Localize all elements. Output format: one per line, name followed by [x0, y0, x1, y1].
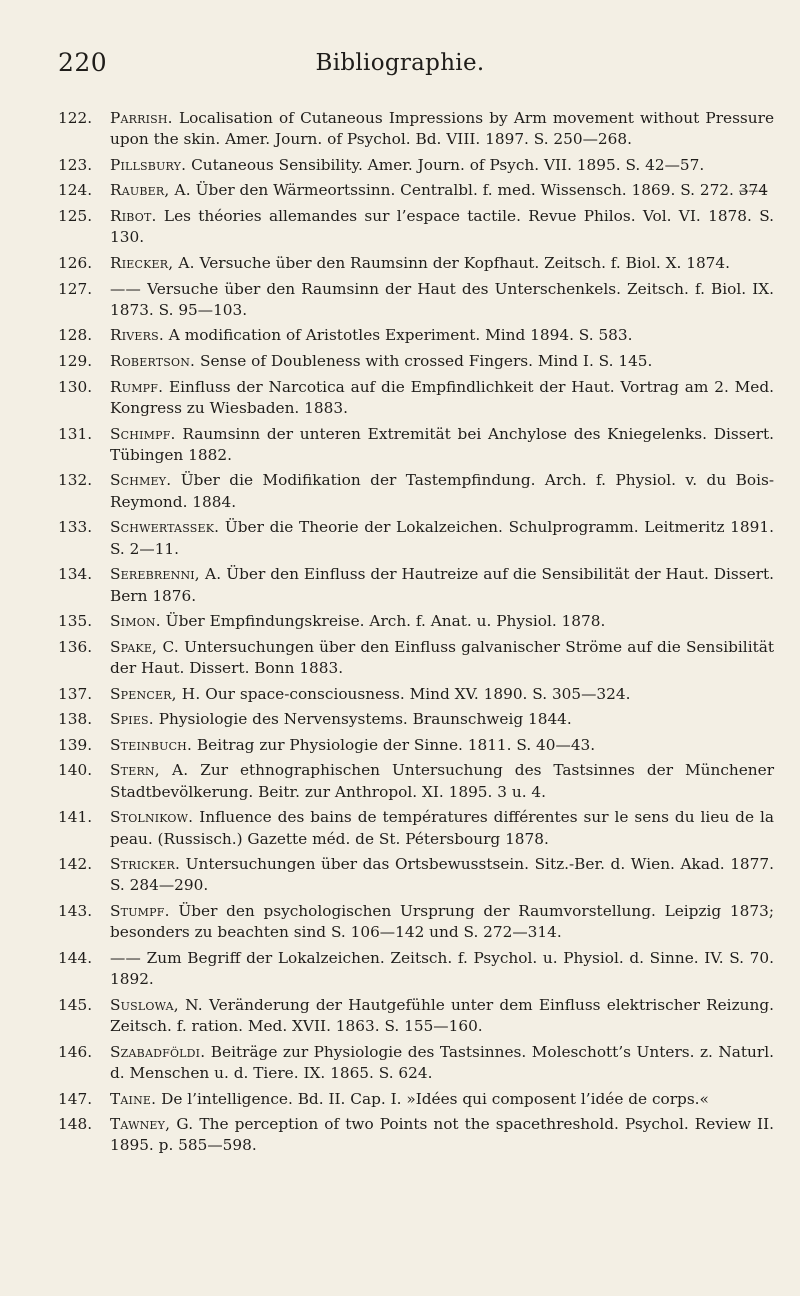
entry-citation: Influence des bains de températures différentes sur le sens du lieu de la peau. (Russisch.) Gazette méd. de St. Pétersbourg 1878.: [110, 808, 774, 848]
entry-number: 144.: [58, 948, 93, 967]
entry-number: 131.: [58, 424, 93, 443]
entry-citation: Beitrag zur Physiologie der Sinne. 1811. S. 40—43.: [196, 735, 596, 754]
entry-number: 141.: [58, 808, 93, 827]
entry-text: [110, 684, 774, 705]
bibliography-list: [58, 108, 774, 1161]
entry-author: Rivers.: [110, 326, 164, 345]
bibliography-entry: [58, 760, 774, 803]
entry-text: [110, 155, 774, 176]
entry-author: Schwertassek.: [110, 518, 220, 537]
entry-author: Rumpf.: [110, 377, 164, 396]
entry-number: 137.: [58, 684, 93, 703]
bibliography-entry: [58, 948, 774, 991]
entry-citation: Localisation of Cutaneous Impressions by Arm movement without Pressure upon the skin. Amer. Journ. of Psychol. Bd. VIII. 1897. S. 250—268.: [110, 109, 774, 149]
entry-author: Stricker.: [110, 855, 181, 874]
bibliography-entry: [58, 854, 774, 897]
entry-number: 132.: [58, 471, 93, 490]
entry-author: Schmey.: [110, 471, 172, 490]
bibliography-entry: [58, 206, 774, 249]
bibliography-entry: [58, 279, 774, 322]
bibliography-entry: [58, 180, 774, 201]
entry-text: [110, 1042, 774, 1085]
entry-text: [110, 564, 774, 607]
bibliography-entry: [58, 709, 774, 730]
running-title: Bibliographie.: [315, 50, 485, 76]
entry-citation: Versuche über den Raumsinn der Kopfhaut. Zeitsch. f. Biol. X. 1874.: [199, 253, 731, 272]
entry-text: [110, 1114, 774, 1157]
entry-author: Ribot.: [110, 207, 157, 226]
entry-number: 148.: [58, 1115, 93, 1134]
bibliography-entry: [58, 253, 774, 274]
entry-text: [110, 253, 774, 274]
entry-text: [110, 517, 774, 560]
entry-author: ——: [110, 279, 141, 298]
entry-text: [110, 1089, 774, 1110]
bibliography-entry: [58, 108, 774, 151]
entry-citation: Über den Einfluss der Hautreize auf die Sensibilität der Haut. Dissert. Bern 1876.: [110, 565, 774, 605]
entry-number: 124.: [58, 181, 93, 200]
entry-citation: Our space-consciousness. Mind XV. 1890. S. 305—324.: [205, 684, 631, 703]
entry-author: Serebrenni, A.: [110, 565, 222, 584]
entry-number: 126.: [58, 253, 93, 272]
entry-number: 142.: [58, 855, 93, 874]
entry-text: [110, 279, 774, 322]
entry-citation: Veränderung der Hautgefühle unter dem Einfluss elektrischer Reizung. Zeitsch. f. ration. Med. XVII. 1863. S. 155—160.: [110, 995, 774, 1036]
entry-text: [110, 901, 774, 944]
entry-text: [110, 351, 774, 372]
bibliography-entry: [58, 684, 774, 705]
entry-citation: Untersuchungen über das Ortsbewusstsein. Sitz.-Ber. d. Wien. Akad. 1877. S. 284—290.: [110, 855, 774, 895]
bibliography-entry: [58, 901, 774, 944]
entry-citation: Über den Wärmeortssinn. Centralbl. f. med. Wissensch. 1869. S. 272. 3̶7̶4̶: [195, 181, 768, 200]
entry-citation: Untersuchungen über den Einfluss galvanischer Ströme auf die Sensibilität der Haut. Dissert. Bonn 1883.: [110, 637, 774, 677]
entry-number: 135.: [58, 612, 93, 631]
entry-text: [110, 709, 774, 730]
entry-text: [110, 470, 774, 513]
entry-text: [110, 180, 774, 201]
bibliography-entry: [58, 470, 774, 513]
bibliography-entry: [58, 351, 774, 372]
bibliography-entry: [58, 155, 774, 176]
entry-author: Szabadföldi.: [110, 1042, 206, 1061]
entry-author: Spies.: [110, 710, 154, 729]
entry-number: 134.: [58, 565, 93, 584]
entry-number: 143.: [58, 902, 93, 921]
entry-number: 138.: [58, 710, 93, 729]
entry-citation: Über die Theorie der Lokalzeichen. Schulprogramm. Leitmeritz 1891. S. 2—11.: [110, 518, 774, 558]
entry-author: Schimpf.: [110, 424, 176, 443]
entry-citation: The perception of two Points not the spacethreshold. Psychol. Review II. 1895. p. 585—598.: [110, 1115, 774, 1155]
entry-text: [110, 206, 774, 249]
entry-citation: Über den psychologischen Ursprung der Raumvorstellung. Leipzig 1873; besonders zu beachten sind S. 106—142 und S. 272—314.: [110, 902, 774, 942]
bibliography-entry: [58, 637, 774, 680]
entry-text: [110, 637, 774, 680]
bibliography-entry: [58, 1114, 774, 1157]
entry-text: [110, 854, 774, 897]
entry-number: 128.: [58, 326, 93, 345]
bibliography-entry: [58, 735, 774, 756]
entry-citation: Les théories allemandes sur l’espace tactile. Revue Philos. Vol. VI. 1878. S. 130.: [110, 207, 774, 247]
entry-author: Stern, A.: [110, 761, 189, 780]
entry-citation: Cutaneous Sensibility. Amer. Journ. of Psych. VII. 1895. S. 42—57.: [191, 155, 705, 174]
entry-citation: Sense of Doubleness with crossed Fingers. Mind I. S. 145.: [200, 352, 653, 371]
entry-number: 147.: [58, 1089, 93, 1108]
entry-author: Stumpf.: [110, 902, 170, 921]
entry-citation: Zur ethnographischen Untersuchung des Tastsinnes der Münchener Stadtbevölkerung. Beitr. zur Anthropol. XI. 1895. 3 u. 4.: [110, 761, 775, 801]
entry-author: Suslowa, N.: [110, 995, 203, 1014]
bibliography-entry: [58, 1042, 774, 1085]
entry-author: Parrish.: [110, 109, 173, 127]
entry-citation: Über die Modifikation der Tastempfindung. Arch. f. Physiol. v. du Bois-Reymond. 1884.: [110, 471, 775, 511]
entry-number: 140.: [58, 761, 93, 780]
entry-text: [110, 735, 774, 756]
entry-number: 145.: [58, 995, 93, 1014]
entry-author: Robertson.: [110, 352, 196, 371]
entry-text: [110, 108, 774, 151]
bibliography-entry: [58, 377, 774, 420]
entry-number: 127.: [58, 279, 93, 298]
entry-citation: Versuche über den Raumsinn der Haut des Unterschenkels. Zeitsch. f. Biol. IX. 1873. S. 95—103.: [110, 279, 774, 319]
entry-author: Taine.: [110, 1089, 157, 1108]
entry-citation: Physiologie des Nervensystems. Braunschweig 1844.: [158, 710, 572, 729]
entry-text: [110, 325, 774, 346]
entry-author: Steinbuch.: [110, 735, 193, 754]
bibliography-entry: [58, 611, 774, 632]
entry-number: 122.: [58, 109, 93, 127]
entry-citation: De l’intelligence. Bd. II. Cap. I. »Idées qui composent l’idée de corps.«: [161, 1089, 709, 1108]
entry-citation: Über Empfindungskreise. Arch. f. Anat. u. Physiol. 1878.: [165, 612, 606, 631]
entry-citation: Einfluss der Narcotica auf die Empfindlichkeit der Haut. Vortrag am 2. Med. Kongress zu Wiesbaden. 1883.: [110, 377, 774, 417]
bibliography-entry: [58, 807, 774, 850]
entry-number: 123.: [58, 155, 93, 174]
entry-author: ——: [110, 948, 141, 967]
entry-number: 125.: [58, 207, 93, 226]
entry-author: Rauber, A.: [110, 181, 191, 200]
entry-citation: Zum Begriff der Lokalzeichen. Zeitsch. f. Psychol. u. Physiol. d. Sinne. IV. S. 70. 1892.: [110, 948, 774, 989]
entry-author: Tawney, G.: [110, 1115, 194, 1134]
entry-number: 129.: [58, 352, 93, 371]
entry-citation: A modification of Aristotles Experiment. Mind 1894. S. 583.: [168, 326, 633, 345]
entry-text: [110, 760, 774, 803]
entry-author: Pillsbury.: [110, 155, 187, 174]
entry-citation: Beiträge zur Physiologie des Tastsinnes. Moleschott’s Unters. z. Naturl. d. Menschen u. d. Tiere. IX. 1865. S. 624.: [110, 1042, 774, 1082]
bibliography-entry: [58, 517, 774, 560]
entry-text: [110, 948, 774, 991]
entry-number: 136.: [58, 637, 93, 656]
entry-text: [110, 377, 774, 420]
entry-number: 130.: [58, 377, 93, 396]
entry-text: [110, 424, 774, 467]
entry-author: Spake, C.: [110, 637, 179, 656]
page-number: 220: [58, 48, 108, 77]
page-header: [0, 48, 800, 88]
entry-citation: Raumsinn der unteren Extremität bei Anchylose des Kniegelenks. Dissert. Tübingen 1882.: [110, 424, 774, 464]
entry-author: Stolnikow.: [110, 808, 194, 827]
entry-number: 139.: [58, 735, 93, 754]
bibliography-entry: [58, 424, 774, 467]
entry-number: 146.: [58, 1042, 93, 1061]
entry-text: [110, 611, 774, 632]
bibliography-entry: [58, 564, 774, 607]
entry-author: Riecker, A.: [110, 253, 195, 272]
entry-author: Simon.: [110, 612, 161, 631]
entry-text: [110, 995, 774, 1038]
bibliography-entry: [58, 1089, 774, 1110]
entry-text: [110, 807, 774, 850]
entry-author: Spencer, H.: [110, 684, 201, 703]
bibliography-entry: [58, 325, 774, 346]
bibliography-entry: [58, 995, 774, 1038]
entry-number: 133.: [58, 518, 93, 537]
